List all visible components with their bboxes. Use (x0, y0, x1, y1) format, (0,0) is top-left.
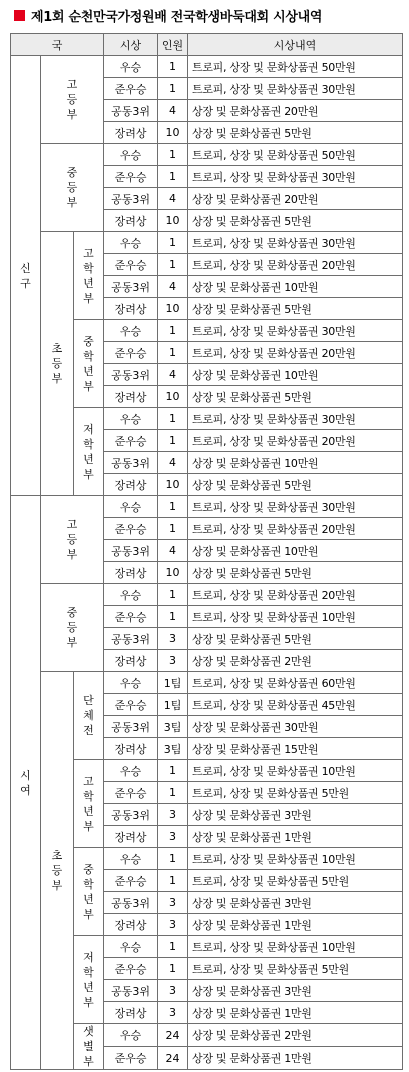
detail-cell: 상장 및 문화상품권 2만원 (188, 650, 403, 672)
detail-cell: 트로피, 상장 및 문화상품권 30만원 (188, 496, 403, 518)
title-bar (14, 4, 322, 26)
count-cell: 1팀 (158, 694, 188, 716)
level-cell (41, 496, 104, 584)
level-cell (41, 672, 74, 1070)
award-cell: 장려상 (104, 738, 158, 760)
award-cell: 장려상 (104, 562, 158, 584)
table-row (11, 144, 403, 166)
count-cell: 4 (158, 452, 188, 474)
detail-cell: 상장 및 문화상품권 10만원 (188, 540, 403, 562)
detail-cell: 트로피, 상장 및 문화상품권 10만원 (188, 936, 403, 958)
count-cell: 3팀 (158, 716, 188, 738)
award-cell: 공동3위 (104, 628, 158, 650)
award-cell: 준우승 (104, 958, 158, 980)
header-count: 인원 (158, 34, 188, 56)
detail-cell: 상장 및 문화상품권 1만원 (188, 826, 403, 848)
award-cell: 공동3위 (104, 804, 158, 826)
count-cell: 1 (158, 936, 188, 958)
count-cell: 3 (158, 804, 188, 826)
count-cell: 10 (158, 386, 188, 408)
level-cell (41, 56, 104, 144)
count-cell: 1 (158, 518, 188, 540)
group-cell-label: 고학년부 (83, 774, 94, 833)
award-cell: 장려상 (104, 1002, 158, 1024)
detail-cell: 트로피, 상장 및 문화상품권 20만원 (188, 430, 403, 452)
award-cell: 공동3위 (104, 364, 158, 386)
award-cell: 우승 (104, 1024, 158, 1047)
count-cell: 1 (158, 848, 188, 870)
table-row (11, 584, 403, 606)
group-cell (74, 1024, 104, 1070)
detail-cell: 트로피, 상장 및 문화상품권 30만원 (188, 166, 403, 188)
header-award: 시상 (104, 34, 158, 56)
award-cell: 우승 (104, 672, 158, 694)
group-cell (74, 936, 104, 1024)
level-cell-label: 초등부 (51, 342, 63, 385)
count-cell: 1 (158, 496, 188, 518)
count-cell: 3 (158, 914, 188, 936)
table-header-row (11, 34, 403, 56)
group-cell (74, 232, 104, 320)
award-cell: 우승 (104, 760, 158, 782)
count-cell: 4 (158, 276, 188, 298)
group-cell-label: 저학년부 (83, 950, 94, 1009)
level-cell-label: 초등부 (51, 849, 63, 892)
detail-cell: 상장 및 문화상품권 10만원 (188, 276, 403, 298)
page-title: 제1회 순천만국가정원배 전국학생바둑대회 시상내역 (31, 9, 323, 25)
count-cell: 1 (158, 606, 188, 628)
group-cell (74, 848, 104, 936)
count-cell: 1 (158, 584, 188, 606)
group-cell (74, 672, 104, 760)
level-cell (41, 144, 104, 232)
count-cell: 10 (158, 298, 188, 320)
count-cell: 10 (158, 474, 188, 496)
award-cell: 준우승 (104, 166, 158, 188)
group-cell (74, 408, 104, 496)
detail-cell: 트로피, 상장 및 문화상품권 60만원 (188, 672, 403, 694)
detail-cell: 상장 및 문화상품권 5만원 (188, 386, 403, 408)
detail-cell: 트로피, 상장 및 문화상품권 30만원 (188, 408, 403, 430)
award-cell: 우승 (104, 848, 158, 870)
count-cell: 4 (158, 364, 188, 386)
group-cell-label: 고학년부 (83, 246, 94, 305)
header-division: 국 (11, 34, 104, 56)
count-cell: 1 (158, 254, 188, 276)
count-cell: 1 (158, 144, 188, 166)
division-cell-label: 시여 (20, 768, 31, 797)
award-cell: 준우승 (104, 254, 158, 276)
level-cell-label: 중등부 (66, 606, 78, 649)
award-cell: 준우승 (104, 518, 158, 540)
count-cell: 1 (158, 760, 188, 782)
award-cell: 우승 (104, 144, 158, 166)
count-cell: 1 (158, 782, 188, 804)
detail-cell: 트로피, 상장 및 문화상품권 10만원 (188, 606, 403, 628)
detail-cell: 트로피, 상장 및 문화상품권 30만원 (188, 78, 403, 100)
group-cell (74, 760, 104, 848)
award-cell: 장려상 (104, 122, 158, 144)
detail-cell: 상장 및 문화상품권 30만원 (188, 716, 403, 738)
detail-cell: 상장 및 문화상품권 1만원 (188, 1047, 403, 1070)
count-cell: 1 (158, 430, 188, 452)
table-row (11, 672, 403, 694)
level-cell-label: 중등부 (66, 166, 78, 209)
award-cell: 공동3위 (104, 892, 158, 914)
division-cell-label: 신구 (20, 261, 31, 290)
count-cell: 10 (158, 122, 188, 144)
detail-cell: 상장 및 문화상품권 5만원 (188, 210, 403, 232)
award-cell: 공동3위 (104, 276, 158, 298)
table-row (11, 496, 403, 518)
table-row (11, 232, 403, 254)
group-cell-label: 중학년부 (83, 862, 94, 921)
count-cell: 3 (158, 980, 188, 1002)
detail-cell: 트로피, 상장 및 문화상품권 20만원 (188, 518, 403, 540)
header-detail: 시상내역 (188, 34, 403, 56)
award-cell: 준우승 (104, 342, 158, 364)
count-cell: 3 (158, 650, 188, 672)
award-cell: 우승 (104, 584, 158, 606)
detail-cell: 트로피, 상장 및 문화상품권 20만원 (188, 254, 403, 276)
table-row (11, 56, 403, 78)
count-cell: 3 (158, 1002, 188, 1024)
count-cell: 1 (158, 320, 188, 342)
count-cell: 1 (158, 56, 188, 78)
award-cell: 준우승 (104, 694, 158, 716)
award-cell: 장려상 (104, 826, 158, 848)
group-cell-label: 샛별부 (83, 1025, 94, 1068)
count-cell: 3 (158, 826, 188, 848)
detail-cell: 상장 및 문화상품권 1만원 (188, 1002, 403, 1024)
detail-cell: 트로피, 상장 및 문화상품권 30만원 (188, 232, 403, 254)
award-cell: 장려상 (104, 914, 158, 936)
award-cell: 우승 (104, 232, 158, 254)
award-cell: 우승 (104, 936, 158, 958)
award-cell: 공동3위 (104, 100, 158, 122)
red-square-icon (14, 10, 25, 21)
group-cell-label: 중학년부 (83, 334, 94, 393)
award-cell: 우승 (104, 320, 158, 342)
level-cell-label: 고등부 (66, 518, 78, 561)
detail-cell: 상장 및 문화상품권 20만원 (188, 100, 403, 122)
count-cell: 1팀 (158, 672, 188, 694)
detail-cell: 트로피, 상장 및 문화상품권 10만원 (188, 760, 403, 782)
awards-body (11, 56, 403, 1070)
detail-cell: 트로피, 상장 및 문화상품권 5만원 (188, 782, 403, 804)
detail-cell: 상장 및 문화상품권 1만원 (188, 914, 403, 936)
count-cell: 1 (158, 78, 188, 100)
detail-cell: 상장 및 문화상품권 5만원 (188, 298, 403, 320)
count-cell: 1 (158, 232, 188, 254)
division-cell (11, 496, 41, 1070)
count-cell: 24 (158, 1047, 188, 1070)
detail-cell: 트로피, 상장 및 문화상품권 20만원 (188, 342, 403, 364)
detail-cell: 상장 및 문화상품권 15만원 (188, 738, 403, 760)
detail-cell: 상장 및 문화상품권 10만원 (188, 452, 403, 474)
award-cell: 우승 (104, 408, 158, 430)
award-cell: 준우승 (104, 78, 158, 100)
award-cell: 공동3위 (104, 716, 158, 738)
detail-cell: 상장 및 문화상품권 3만원 (188, 980, 403, 1002)
detail-cell: 트로피, 상장 및 문화상품권 10만원 (188, 848, 403, 870)
detail-cell: 상장 및 문화상품권 10만원 (188, 364, 403, 386)
award-cell: 준우승 (104, 606, 158, 628)
level-cell-label: 고등부 (66, 78, 78, 121)
detail-cell: 트로피, 상장 및 문화상품권 50만원 (188, 144, 403, 166)
award-cell: 공동3위 (104, 980, 158, 1002)
count-cell: 4 (158, 188, 188, 210)
detail-cell: 상장 및 문화상품권 3만원 (188, 804, 403, 826)
award-cell: 우승 (104, 56, 158, 78)
count-cell: 1 (158, 870, 188, 892)
level-cell (41, 584, 104, 672)
detail-cell: 상장 및 문화상품권 20만원 (188, 188, 403, 210)
award-cell: 우승 (104, 496, 158, 518)
award-cell: 준우승 (104, 870, 158, 892)
count-cell: 3 (158, 892, 188, 914)
detail-cell: 트로피, 상장 및 문화상품권 20만원 (188, 584, 403, 606)
count-cell: 4 (158, 100, 188, 122)
detail-cell: 상장 및 문화상품권 5만원 (188, 562, 403, 584)
detail-cell: 트로피, 상장 및 문화상품권 45만원 (188, 694, 403, 716)
count-cell: 1 (158, 958, 188, 980)
award-cell: 장려상 (104, 298, 158, 320)
detail-cell: 상장 및 문화상품권 5만원 (188, 474, 403, 496)
award-cell: 공동3위 (104, 188, 158, 210)
level-cell (41, 232, 74, 496)
group-cell (74, 320, 104, 408)
count-cell: 10 (158, 562, 188, 584)
group-cell-label: 단체전 (83, 694, 94, 737)
award-cell: 장려상 (104, 210, 158, 232)
award-cell: 공동3위 (104, 540, 158, 562)
detail-cell: 트로피, 상장 및 문화상품권 30만원 (188, 320, 403, 342)
group-cell-label: 저학년부 (83, 422, 94, 481)
count-cell: 3팀 (158, 738, 188, 760)
detail-cell: 상장 및 문화상품권 2만원 (188, 1024, 403, 1047)
awards-table (10, 33, 403, 1070)
detail-cell: 트로피, 상장 및 문화상품권 5만원 (188, 870, 403, 892)
award-cell: 장려상 (104, 386, 158, 408)
award-cell: 장려상 (104, 650, 158, 672)
division-cell (11, 56, 41, 496)
award-cell: 장려상 (104, 474, 158, 496)
award-cell: 준우승 (104, 1047, 158, 1070)
detail-cell: 상장 및 문화상품권 3만원 (188, 892, 403, 914)
detail-cell: 트로피, 상장 및 문화상품권 50만원 (188, 56, 403, 78)
detail-cell: 상장 및 문화상품권 5만원 (188, 122, 403, 144)
count-cell: 10 (158, 210, 188, 232)
count-cell: 1 (158, 408, 188, 430)
award-cell: 공동3위 (104, 452, 158, 474)
count-cell: 1 (158, 342, 188, 364)
detail-cell: 트로피, 상장 및 문화상품권 5만원 (188, 958, 403, 980)
award-cell: 준우승 (104, 782, 158, 804)
detail-cell: 상장 및 문화상품권 5만원 (188, 628, 403, 650)
count-cell: 24 (158, 1024, 188, 1047)
count-cell: 4 (158, 540, 188, 562)
count-cell: 3 (158, 628, 188, 650)
award-cell: 준우승 (104, 430, 158, 452)
count-cell: 1 (158, 166, 188, 188)
